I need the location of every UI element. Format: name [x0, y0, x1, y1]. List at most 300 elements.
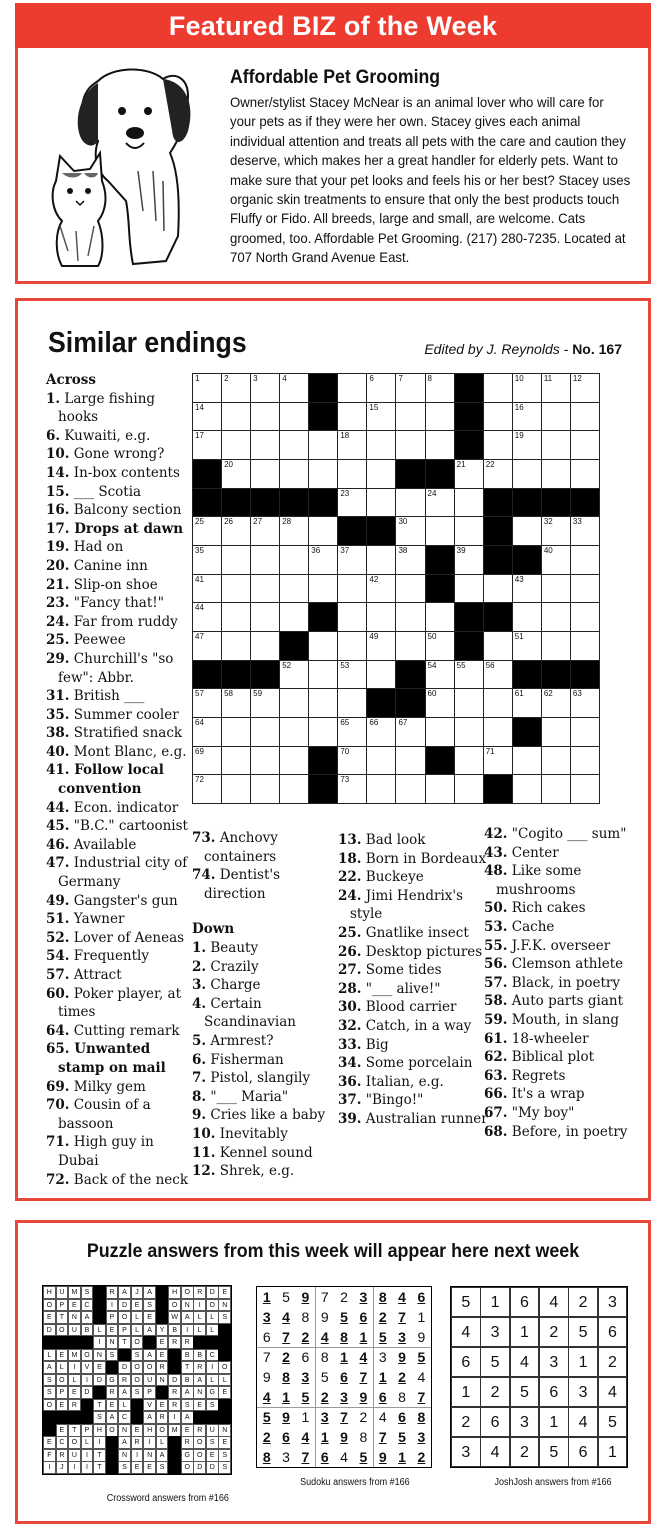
grid-cell[interactable]: [454, 688, 484, 718]
black-square: [93, 1386, 106, 1399]
answer-cell: E: [68, 1386, 81, 1399]
grid-cell[interactable]: [279, 459, 309, 489]
clue-text: Clemson athlete: [511, 956, 624, 973]
grid-cell[interactable]: [279, 545, 309, 575]
grid-cell[interactable]: [395, 402, 425, 432]
joshjosh-cell: 5: [568, 1317, 598, 1347]
grid-cell[interactable]: [425, 774, 455, 804]
answer-cell: P: [106, 1311, 119, 1324]
grid-cell[interactable]: [221, 746, 251, 776]
grid-cell[interactable]: [541, 774, 571, 804]
grid-cell[interactable]: [483, 373, 513, 403]
grid-cell[interactable]: [454, 516, 484, 546]
grid-cell[interactable]: [308, 631, 338, 661]
grid-cell[interactable]: [483, 660, 513, 690]
grid-cell[interactable]: [337, 688, 367, 718]
grid-cell[interactable]: [221, 402, 251, 432]
grid-cell[interactable]: [395, 746, 425, 776]
grid-cell[interactable]: [483, 631, 513, 661]
grid-cell[interactable]: [308, 574, 338, 604]
grid-cell[interactable]: [366, 488, 396, 518]
grid-cell[interactable]: [250, 574, 280, 604]
answer-cell: O: [56, 1374, 69, 1387]
clue-number: 10.: [46, 446, 70, 463]
clue-number: 23.: [46, 595, 70, 612]
cell-number: 69: [195, 746, 204, 756]
grid-cell[interactable]: [250, 746, 280, 776]
grid-cell[interactable]: [279, 430, 309, 460]
cell-number: 12: [572, 374, 582, 383]
answer-cell: H: [43, 1286, 56, 1299]
grid-cell[interactable]: [337, 488, 367, 518]
answer-cell: U: [56, 1286, 69, 1299]
grid-cell[interactable]: [454, 545, 484, 575]
clue: [338, 868, 488, 887]
grid-cell[interactable]: [221, 430, 251, 460]
grid-cell[interactable]: [541, 430, 571, 460]
clue-text: 18-wheeler: [511, 1030, 589, 1047]
grid-cell[interactable]: [250, 602, 280, 632]
clue: [484, 955, 644, 974]
grid-cell[interactable]: [425, 660, 455, 690]
answer-cell: R: [168, 1336, 181, 1349]
grid-cell[interactable]: [541, 402, 571, 432]
black-square: [425, 746, 455, 776]
grid-cell[interactable]: [425, 430, 455, 460]
sudoku-cell: 7: [359, 1369, 368, 1385]
grid-cell[interactable]: [425, 688, 455, 718]
clue-number: 28.: [338, 980, 362, 997]
grid-cell[interactable]: [425, 373, 455, 403]
grid-cell[interactable]: [512, 746, 542, 776]
sudoku-cell: 1: [320, 1429, 329, 1445]
grid-cell[interactable]: [570, 574, 600, 604]
answer-cell: A: [118, 1436, 131, 1449]
grid-cell[interactable]: [395, 430, 425, 460]
answer-cell: S: [218, 1311, 231, 1324]
grid-cell[interactable]: [570, 402, 600, 432]
grid-cell[interactable]: [395, 545, 425, 575]
clue-text: Summer cooler: [73, 706, 179, 723]
grid-cell[interactable]: [221, 688, 251, 718]
grid-cell[interactable]: [512, 459, 542, 489]
clue-number: 3.: [192, 977, 207, 994]
grid-cell[interactable]: [570, 545, 600, 575]
grid-cell[interactable]: [192, 574, 222, 604]
clue-number: 61.: [484, 1030, 508, 1047]
cell-number: 32: [543, 517, 553, 527]
grid-cell[interactable]: [337, 574, 367, 604]
grid-cell[interactable]: [279, 660, 309, 690]
clue-text: Cries like a baby: [210, 1107, 326, 1124]
black-square: [156, 1386, 169, 1399]
black-square: [68, 1411, 81, 1424]
answer-cell: U: [206, 1424, 219, 1437]
grid-cell[interactable]: [250, 430, 280, 460]
grid-cell[interactable]: [395, 574, 425, 604]
clue-column-1: [46, 371, 191, 1189]
sudoku-cell: 5: [282, 1289, 290, 1305]
grid-cell[interactable]: [512, 430, 542, 460]
cell-number: 23: [340, 488, 350, 498]
sudoku-cell: 1: [262, 1289, 271, 1305]
cell-number: 3: [253, 374, 258, 383]
answer-cell: R: [168, 1399, 181, 1412]
grid-cell[interactable]: [541, 574, 571, 604]
grid-cell[interactable]: [337, 545, 367, 575]
grid-cell[interactable]: [337, 430, 367, 460]
grid-cell[interactable]: [279, 746, 309, 776]
clue: [46, 854, 191, 891]
grid-cell[interactable]: [221, 373, 251, 403]
answer-cell: O: [218, 1361, 231, 1374]
grid-cell[interactable]: [541, 545, 571, 575]
grid-cell[interactable]: [366, 602, 396, 632]
grid-cell[interactable]: [308, 430, 338, 460]
grid-cell[interactable]: [512, 402, 542, 432]
grid-cell[interactable]: [570, 746, 600, 776]
grid-cell[interactable]: [483, 459, 513, 489]
grid-cell[interactable]: [570, 602, 600, 632]
grid-cell[interactable]: [541, 631, 571, 661]
grid-cell[interactable]: [395, 602, 425, 632]
answer-cell: B: [181, 1374, 194, 1387]
grid-cell[interactable]: [425, 717, 455, 747]
black-square: [168, 1361, 181, 1374]
grid-cell[interactable]: [454, 746, 484, 776]
grid-cell[interactable]: [279, 516, 309, 546]
grid-cell[interactable]: [192, 602, 222, 632]
grid-cell[interactable]: [192, 774, 222, 804]
grid-cell[interactable]: [570, 430, 600, 460]
answer-cell: R: [193, 1361, 206, 1374]
clue-text: Shrek, e.g.: [219, 1163, 295, 1180]
grid-cell[interactable]: [221, 459, 251, 489]
grid-cell[interactable]: [337, 660, 367, 690]
grid-cell[interactable]: [395, 373, 425, 403]
sudoku-cell: 3: [282, 1449, 290, 1465]
answer-cell: N: [93, 1349, 106, 1362]
sudoku-cell: 3: [359, 1289, 368, 1305]
answer-cell: R: [168, 1386, 181, 1399]
sudoku-answers-caption: Sudoku answers from #166: [300, 1477, 410, 1488]
grid-cell[interactable]: [366, 660, 396, 690]
black-square: [483, 516, 513, 546]
grid-cell[interactable]: [512, 373, 542, 403]
grid-cell[interactable]: [454, 488, 484, 518]
grid-cell[interactable]: [512, 602, 542, 632]
black-square: [192, 459, 222, 489]
clue: [192, 1032, 337, 1051]
clue: [338, 831, 488, 850]
answer-cell: R: [56, 1449, 69, 1462]
grid-cell[interactable]: [279, 602, 309, 632]
grid-cell[interactable]: [483, 574, 513, 604]
cell-number: 27: [253, 517, 263, 527]
clue-number: 70.: [46, 1097, 70, 1114]
clue-text: Kuwaiti, e.g.: [64, 427, 151, 444]
grid-cell[interactable]: [221, 717, 251, 747]
answer-cell: E: [218, 1436, 231, 1449]
grid-cell[interactable]: [454, 660, 484, 690]
grid-cell[interactable]: [366, 430, 396, 460]
grid-cell[interactable]: [279, 688, 309, 718]
grid-cell[interactable]: [366, 459, 396, 489]
answer-cell: L: [156, 1436, 169, 1449]
grid-cell[interactable]: [570, 717, 600, 747]
sudoku-box-divider: [257, 1407, 431, 1408]
black-square: [454, 430, 484, 460]
black-square: [250, 488, 280, 518]
black-square: [541, 660, 571, 690]
answer-cell: A: [43, 1361, 56, 1374]
clue: [46, 817, 191, 836]
grid-cell[interactable]: [221, 516, 251, 546]
grid-cell[interactable]: [279, 373, 309, 403]
grid-cell[interactable]: [221, 602, 251, 632]
grid-cell[interactable]: [250, 516, 280, 546]
grid-cell[interactable]: [192, 688, 222, 718]
grid-cell[interactable]: [570, 631, 600, 661]
clue: [338, 998, 488, 1017]
grid-cell[interactable]: [192, 545, 222, 575]
grid-cell[interactable]: [425, 602, 455, 632]
grid-cell[interactable]: [454, 774, 484, 804]
grid-cell[interactable]: [366, 631, 396, 661]
black-square: [93, 1299, 106, 1312]
grid-cell[interactable]: [395, 774, 425, 804]
black-square: [308, 373, 338, 403]
clue: [46, 1171, 191, 1190]
answer-cell: P: [56, 1299, 69, 1312]
grid-cell[interactable]: [279, 774, 309, 804]
black-square: [131, 1411, 144, 1424]
grid-cell[interactable]: [425, 488, 455, 518]
grid-cell[interactable]: [425, 631, 455, 661]
grid-cell[interactable]: [366, 774, 396, 804]
clue-number: 51.: [46, 911, 70, 928]
grid-cell[interactable]: [221, 545, 251, 575]
grid-cell[interactable]: [279, 402, 309, 432]
grid-cell[interactable]: [279, 717, 309, 747]
clue-number: 31.: [46, 688, 70, 705]
grid-cell[interactable]: [395, 631, 425, 661]
clue-number: 5.: [192, 1032, 207, 1049]
grid-cell[interactable]: [308, 688, 338, 718]
cell-number: 73: [340, 775, 350, 785]
black-square: [454, 402, 484, 432]
sudoku-cell: 5: [359, 1449, 368, 1465]
grid-cell[interactable]: [250, 545, 280, 575]
grid-cell[interactable]: [425, 516, 455, 546]
grid-cell[interactable]: [337, 774, 367, 804]
black-square: [143, 1336, 156, 1349]
clue-text: Some porcelain: [365, 1055, 473, 1072]
cell-number: 59: [253, 689, 263, 699]
answer-cell: S: [118, 1461, 131, 1474]
grid-cell[interactable]: [483, 430, 513, 460]
clue-text: Center: [511, 844, 559, 861]
grid-cell[interactable]: [192, 516, 222, 546]
grid-cell[interactable]: [425, 402, 455, 432]
grid-cell[interactable]: [221, 574, 251, 604]
sudoku-cell: 6: [398, 1409, 406, 1425]
grid-cell[interactable]: [192, 402, 222, 432]
grid-cell[interactable]: [541, 459, 571, 489]
grid-cell[interactable]: [570, 516, 600, 546]
answer-cell: D: [93, 1374, 106, 1387]
grid-cell[interactable]: [250, 631, 280, 661]
grid-cell[interactable]: [337, 373, 367, 403]
grid-cell[interactable]: [512, 631, 542, 661]
grid-cell[interactable]: [250, 373, 280, 403]
grid-cell[interactable]: [541, 373, 571, 403]
grid-cell[interactable]: [337, 746, 367, 776]
grid-cell[interactable]: [250, 402, 280, 432]
answer-cell: S: [206, 1399, 219, 1412]
answer-cell: A: [143, 1349, 156, 1362]
answer-cell: W: [168, 1311, 181, 1324]
joshjosh-cell: 2: [598, 1347, 628, 1377]
black-square: [425, 574, 455, 604]
grid-cell[interactable]: [192, 717, 222, 747]
answer-cell: I: [193, 1299, 206, 1312]
answer-cell: I: [68, 1461, 81, 1474]
sudoku-cell: 2: [417, 1449, 426, 1465]
answer-cell: E: [218, 1386, 231, 1399]
grid-cell[interactable]: [337, 459, 367, 489]
grid-cell[interactable]: [570, 688, 600, 718]
grid-cell[interactable]: [337, 602, 367, 632]
grid-cell[interactable]: [541, 602, 571, 632]
grid-cell[interactable]: [337, 717, 367, 747]
grid-cell[interactable]: [570, 459, 600, 489]
sudoku-cell: 4: [378, 1409, 387, 1425]
grid-cell[interactable]: [454, 717, 484, 747]
grid-cell[interactable]: [541, 516, 571, 546]
grid-cell[interactable]: [250, 688, 280, 718]
grid-cell[interactable]: [483, 402, 513, 432]
grid-cell[interactable]: [483, 717, 513, 747]
joshjosh-cell: 6: [598, 1317, 628, 1347]
clue-text: Bad look: [365, 832, 426, 848]
grid-cell[interactable]: [395, 717, 425, 747]
clue: [192, 995, 337, 1032]
grid-cell[interactable]: [308, 459, 338, 489]
grid-cell[interactable]: [221, 774, 251, 804]
clue-number: 53.: [484, 918, 508, 935]
grid-cell[interactable]: [308, 545, 338, 575]
grid-cell[interactable]: [366, 574, 396, 604]
grid-cell[interactable]: [250, 717, 280, 747]
grid-cell[interactable]: [337, 402, 367, 432]
grid-cell[interactable]: [192, 430, 222, 460]
grid-cell[interactable]: [366, 402, 396, 432]
grid-cell[interactable]: [192, 373, 222, 403]
grid-cell[interactable]: [454, 574, 484, 604]
sudoku-cell: 8: [282, 1369, 290, 1385]
clue: [484, 844, 644, 863]
answer-cell: I: [206, 1361, 219, 1374]
grid-cell[interactable]: [512, 774, 542, 804]
grid-cell[interactable]: [366, 545, 396, 575]
grid-cell[interactable]: [192, 746, 222, 776]
clue-text: Before, in poetry: [511, 1123, 628, 1140]
grid-cell[interactable]: [541, 688, 571, 718]
grid-cell[interactable]: [366, 746, 396, 776]
clue-number: 29.: [46, 650, 70, 667]
grid-cell[interactable]: [250, 459, 280, 489]
grid-cell[interactable]: [541, 746, 571, 776]
black-square: [106, 1449, 119, 1462]
clue-number: 65.: [46, 1041, 70, 1058]
grid-cell[interactable]: [366, 373, 396, 403]
black-square: [56, 1336, 69, 1349]
sudoku-cell: 4: [320, 1329, 329, 1345]
clue-number: 19.: [46, 539, 70, 556]
grid-cell[interactable]: [570, 774, 600, 804]
answer-cell: O: [193, 1436, 206, 1449]
sudoku-cell: 3: [320, 1409, 329, 1425]
grid-cell[interactable]: [570, 373, 600, 403]
grid-cell[interactable]: [250, 774, 280, 804]
answer-cell: F: [43, 1449, 56, 1462]
clue: [338, 850, 488, 869]
cell-number: 28: [282, 517, 292, 527]
crossword-grid: [192, 373, 628, 803]
grid-cell[interactable]: [512, 574, 542, 604]
sudoku-cell: 6: [282, 1429, 290, 1445]
joshjosh-cell: 1: [480, 1287, 510, 1317]
crossword-editor-line: [424, 341, 622, 357]
clue: [484, 918, 644, 937]
clue: [484, 825, 644, 844]
answer-cell: S: [106, 1349, 119, 1362]
grid-cell[interactable]: [512, 516, 542, 546]
grid-cell[interactable]: [395, 516, 425, 546]
sudoku-cell: 9: [320, 1309, 329, 1325]
grid-cell[interactable]: [483, 688, 513, 718]
grid-cell[interactable]: [279, 574, 309, 604]
clue-text: Some tides: [365, 962, 442, 979]
clue: [338, 1110, 488, 1129]
grid-cell[interactable]: [308, 660, 338, 690]
grid-cell[interactable]: [308, 516, 338, 546]
joshjosh-cell: 2: [568, 1287, 598, 1317]
sudoku-cell: 4: [398, 1289, 406, 1305]
grid-cell[interactable]: [512, 688, 542, 718]
grid-cell[interactable]: [337, 631, 367, 661]
sudoku-cell: 2: [320, 1389, 329, 1405]
clue-text: "Cogito ___ sum": [511, 826, 627, 842]
answer-cell: A: [106, 1411, 119, 1424]
answer-cell: A: [143, 1324, 156, 1337]
sudoku-cell: 3: [301, 1369, 310, 1385]
grid-cell[interactable]: [366, 717, 396, 747]
grid-cell[interactable]: [395, 488, 425, 518]
grid-cell[interactable]: [541, 717, 571, 747]
cell-number: 43: [514, 574, 524, 584]
clue-number: 54.: [46, 948, 70, 965]
cell-number: 11: [543, 374, 553, 383]
grid-cell[interactable]: [454, 459, 484, 489]
grid-cell[interactable]: [221, 631, 251, 661]
black-square: [483, 488, 513, 518]
grid-cell[interactable]: [308, 717, 338, 747]
grid-cell[interactable]: [483, 746, 513, 776]
grid-cell[interactable]: [192, 631, 222, 661]
clue: [46, 947, 191, 966]
